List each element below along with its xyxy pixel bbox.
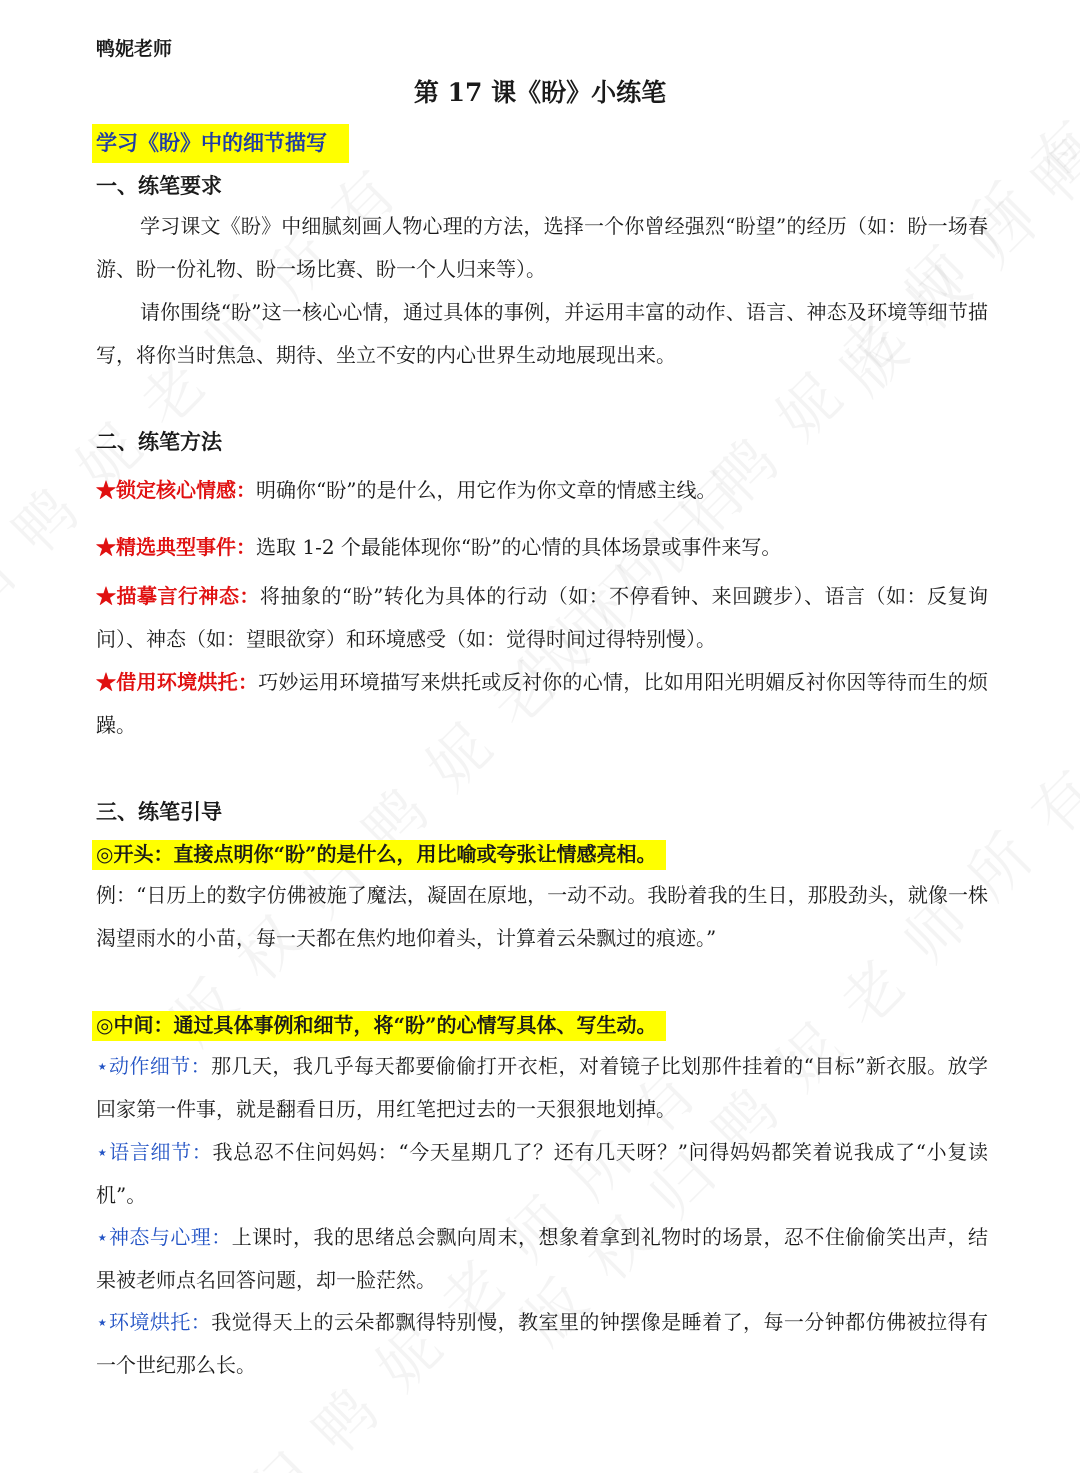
detail-label: ⋆动作细节：: [96, 1054, 212, 1078]
detail-item: [96, 1131, 988, 1217]
method-item: [96, 469, 988, 512]
opening-highlight: ◎开头：直接点明你“盼”的是什么，用比喻或夸张让情感亮相。: [92, 840, 666, 870]
method-item: [96, 526, 988, 569]
section-1-heading: 一、练笔要求: [96, 173, 222, 198]
page-title: 第 17 课《盼》小练笔: [413, 78, 667, 107]
method-label: ★借用环境烘托：: [96, 670, 259, 694]
middle-highlight: ◎中间：通过具体事例和细节，将“盼”的心情写具体、写生动。: [92, 1011, 666, 1041]
detail-label: ⋆环境烘托：: [96, 1310, 212, 1334]
section-3-heading: 三、练笔引导: [96, 799, 222, 824]
method-label: ★描摹言行神态：: [96, 584, 260, 608]
detail-item: [96, 1216, 988, 1302]
opening-example-text: 例：“日历上的数字仿佛被施了魔法，凝固在原地，一动不动。我盼着我的生日，那股劲头，就像一株渴望雨水的小苗，每一天都在焦灼地仰着头，计算着云朵飘过的痕迹。”: [96, 883, 988, 950]
opening-guide: [96, 838, 666, 867]
opening-example: [96, 874, 988, 960]
detail-label: ⋆神态与心理：: [96, 1225, 232, 1249]
detail-text: 我觉得天上的云朵都飘得特别慢，教室里的钟摆像是睡着了，每一分钟都仿佛被拉得有一个世纪那么长。: [96, 1310, 989, 1377]
detail-text: 我总忍不住问妈妈：“今天星期几了？还有几天呀？”问得妈妈都笑着说我成了“小复读机”。: [96, 1140, 988, 1207]
method-label: ★锁定核心情感：: [96, 478, 256, 502]
detail-text: 上课时，我的思绪总会飘向周末，想象着拿到礼物时的场景，忍不住偷偷笑出声，结果被老师点名回答问题，却一脸茫然。: [96, 1225, 989, 1292]
method-item: [96, 575, 988, 661]
method-text: 明确你“盼”的是什么，用它作为你文章的情感主线。: [256, 478, 717, 502]
method-text: 将抽象的“盼”转化为具体的行动（如：不停看钟、来回踱步）、语言（如：反复询问）、神态（如：望眼欲穿）和环境感受（如：觉得时间过得特别慢）。: [96, 584, 988, 651]
method-text: 巧妙运用环境描写来烘托或反衬你的心情，比如用阳光明媚反衬你因等待而生的烦躁。: [96, 670, 989, 737]
detail-label: ⋆语言细节：: [96, 1140, 213, 1164]
detail-item: [96, 1045, 988, 1131]
middle-guide: [96, 1009, 666, 1038]
section-1-body: [96, 205, 988, 377]
subtitle-highlight: 学习《盼》中的细节描写: [92, 124, 349, 163]
requirement-paragraph-1: 学习课文《盼》中细腻刻画人物心理的方法，选择一个你曾经强烈“盼望”的经历（如：盼一场春游、盼一份礼物、盼一场比赛、盼一个人归来等）。: [96, 214, 988, 281]
detail-text: 那几天，我几乎每天都要偷偷打开衣柜，对着镜子比划那件挂着的“目标”新衣服。放学回家第一件事，就是翻看日历，用红笔把过去的一天狠狠地划掉。: [96, 1054, 988, 1121]
method-label: ★精选典型事件：: [96, 535, 256, 559]
method-text: 选取 1-2 个最能体现你“盼”的心情的具体场景或事件来写。: [256, 535, 782, 559]
method-item: [96, 661, 988, 747]
section-2-heading: 二、练笔方法: [96, 429, 222, 454]
requirement-paragraph-2: 请你围绕“盼”这一核心心情，通过具体的事例，并运用丰富的动作、语言、神态及环境等细节描写，将你当时焦急、期待、坐立不安的内心世界生动地展现出来。: [96, 300, 988, 367]
author-label: 鸭妮老师: [96, 38, 173, 60]
detail-item: [96, 1301, 988, 1387]
